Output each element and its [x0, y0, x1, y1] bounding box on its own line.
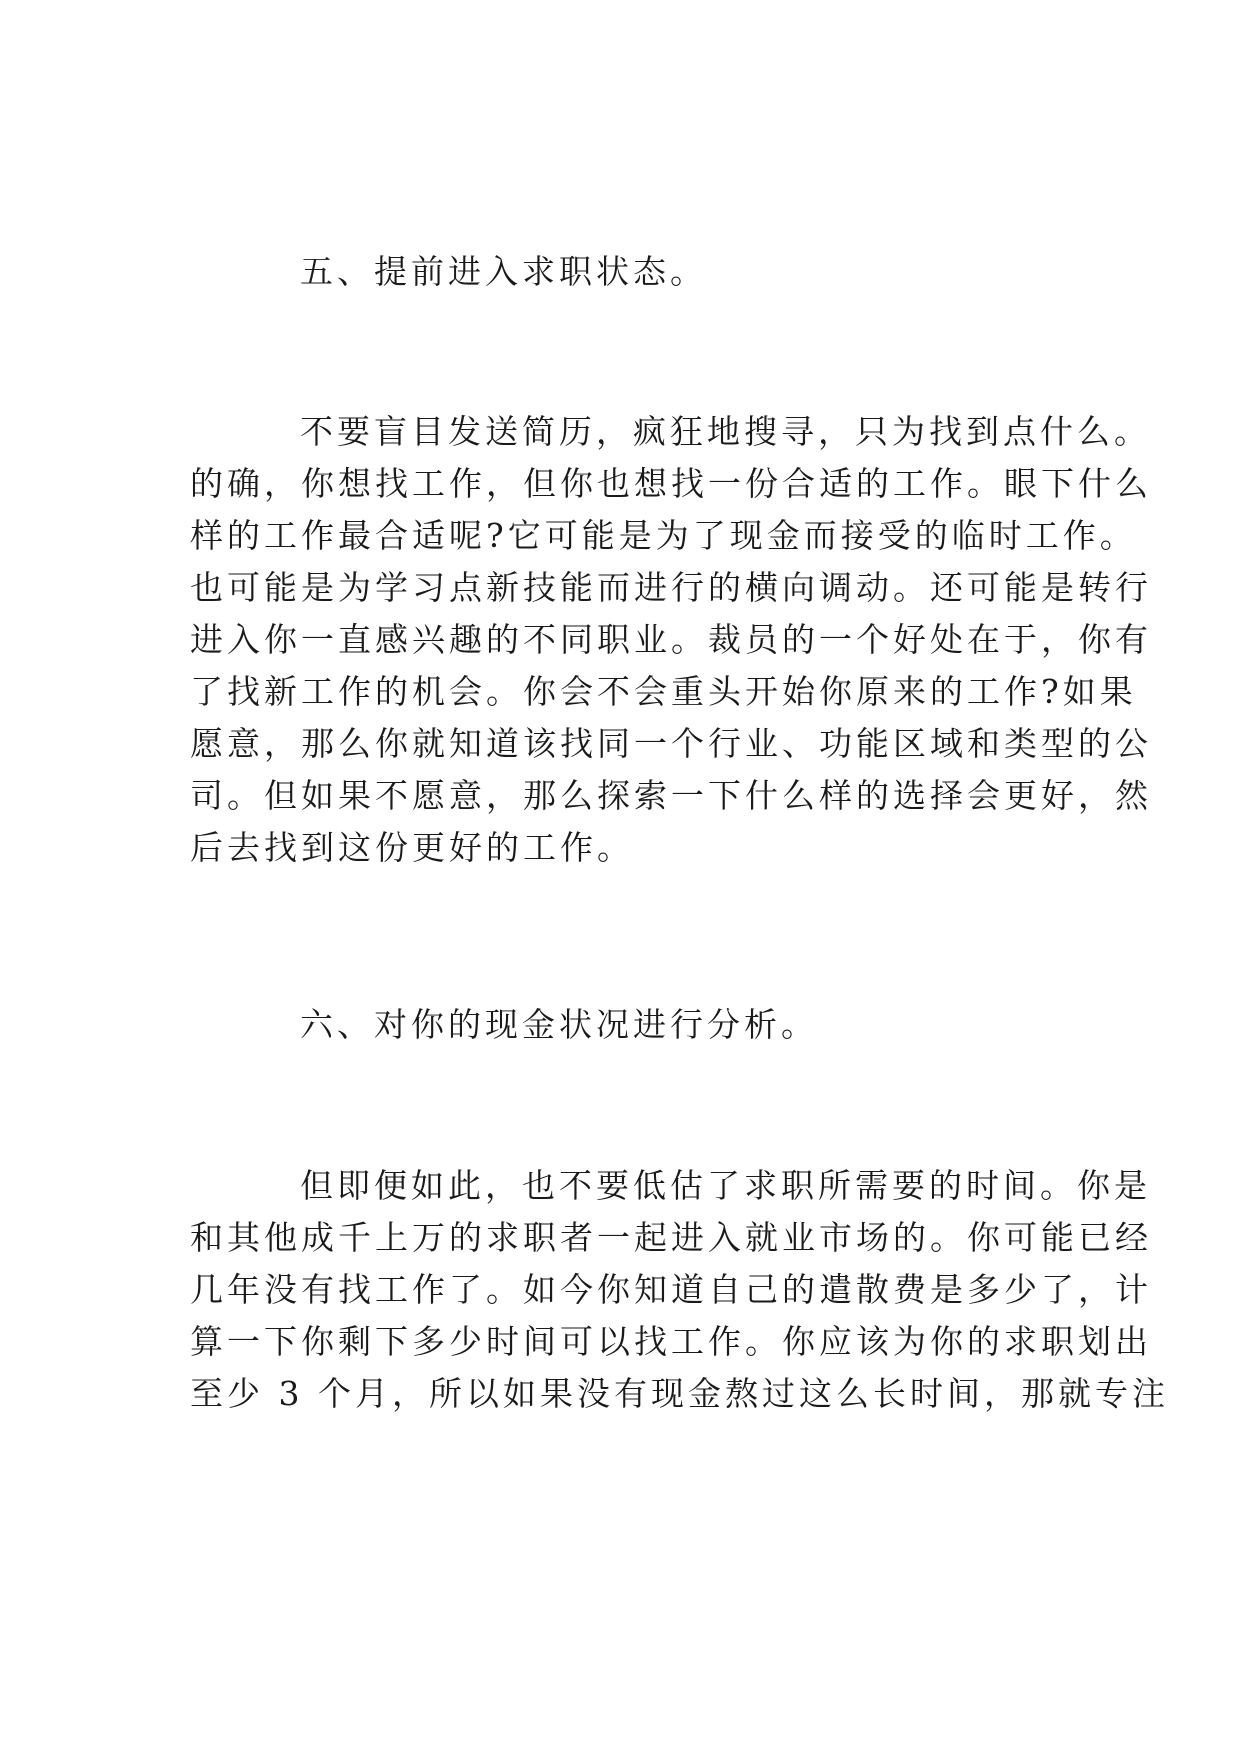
- section-5-paragraph-line: 样的工作最合适呢?它可能是为了现金而接受的临时工作。: [190, 516, 1137, 555]
- section-6-paragraph-line: 几年没有找工作了。如今你知道自己的遣散费是多少了，计: [190, 1270, 1152, 1309]
- section-6-heading: 六、对你的现金状况进行分析。: [300, 1005, 818, 1044]
- section-6-paragraph-line: 但即便如此，也不要低估了求职所需要的时间。你是: [300, 1166, 1151, 1205]
- section-6-paragraph-line: 至少 3 个月，所以如果没有现金熬过这么长时间，那就专注: [190, 1374, 1169, 1413]
- section-5-paragraph-line: 进入你一直感兴趣的不同职业。裁员的一个好处在于，你有: [190, 620, 1152, 659]
- section-5-paragraph-line: 的确，你想找工作，但你也想找一份合适的工作。眼下什么: [190, 464, 1152, 503]
- section-5-paragraph-line: 愿意，那么你就知道该找同一个行业、功能区域和类型的公: [190, 724, 1152, 763]
- section-6-paragraph-line: 算一下你剩下多少时间可以找工作。你应该为你的求职划出: [190, 1322, 1152, 1361]
- section-5-paragraph-line: 了找新工作的机会。你会不会重头开始你原来的工作?如果: [190, 672, 1137, 711]
- section-5-paragraph-line: 司。但如果不愿意，那么探索一下什么样的选择会更好，然: [190, 776, 1152, 815]
- section-6-paragraph-line: 和其他成千上万的求职者一起进入就业市场的。你可能已经: [190, 1218, 1152, 1257]
- section-5-paragraph-line: 不要盲目发送简历，疯狂地搜寻，只为找到点什么。: [300, 412, 1151, 451]
- section-5-paragraph-line: 也可能是为学习点新技能而进行的横向调动。还可能是转行: [190, 568, 1152, 607]
- section-5-paragraph-line: 后去找到这份更好的工作。: [190, 828, 634, 867]
- section-5-heading: 五、提前进入求职状态。: [300, 252, 707, 291]
